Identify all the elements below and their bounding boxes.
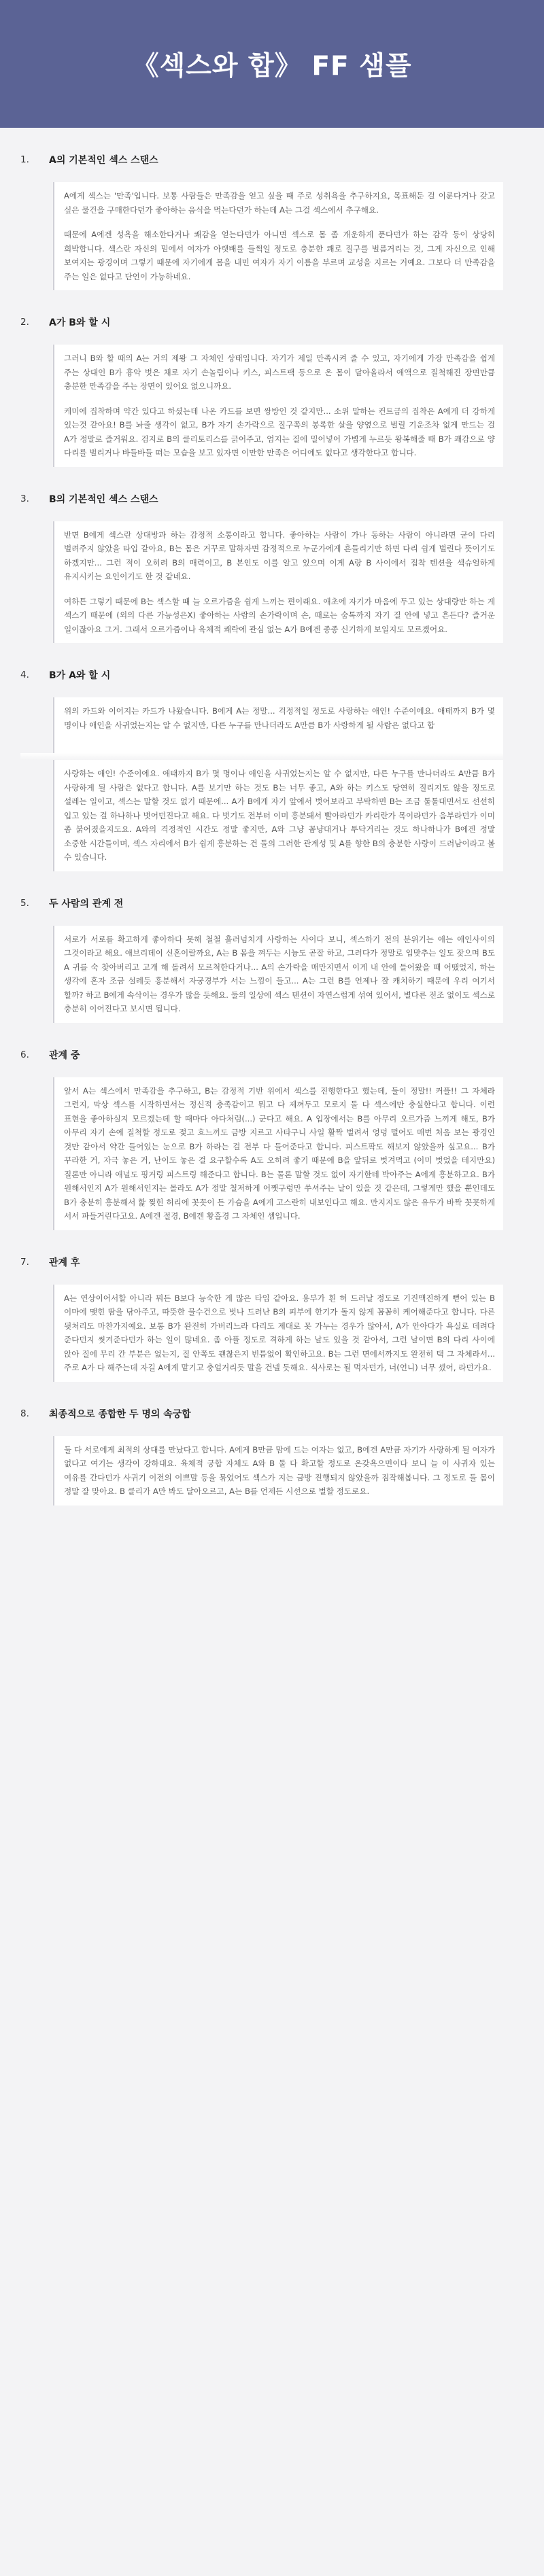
section-number: 1. bbox=[20, 154, 29, 165]
section-body bbox=[53, 926, 503, 1023]
section-3 bbox=[0, 490, 544, 644]
header-banner bbox=[0, 0, 544, 128]
section-body bbox=[53, 345, 503, 467]
paragraph: 서로가 서로를 확고하게 좋아하다 못해 철철 흘러넘치게 사랑하는 사이다 보니, 섹스하기 전의 분위기는 애는 애인사이의 그것이라고 해요. 애브리데이 신혼이랄까요, A는 B 몸을 껴두는 시늉도 곧잘 하고, 그러다가 정말로 입맞추는 일도 잦으며 B도 A 귀를 숙 찾아버리고 고개 해 돌려서 모르척한다거나... A의 손가락을 매만지면서 이게 내 안에 들어왔을 때 어땠었지, 하는 생각에 혼자 조금 설레듯 흥분해서 자궁경부가 서는 느낌이 들고... A는 그런 B를 언제나 잘 캐치하기 때문에 우리 여기서 할까? 하고 B에게 속삭이는 경우가 많을 듯해요. 둘의 일상에 섹스 텐션이 자연스럽게 섞여 있어서, 별다른 전조 없이도 섹스로 충분히 이어진다고 보시면 됩니다. bbox=[64, 934, 495, 1013]
paragraph: 앞서 A는 섹스에서 만족감을 추구하고, B는 감정적 기반 위에서 섹스를 진행한다고 했는데, 둘이 정말!! 커플!! 그 자체라 그런지, 막상 섹스를 시작하면서는 정신적 충족감이고 뭐고 다 제껴두고 모로지 둘 다 섹스에만 충실한다고 합니다. 이런 표현을 좋아하실지 모르겠는데 할 때마다 아다처럼(...) 군다고 해요. A 입장에서는 B를 아무리 오르가즘 느끼게 해도, B가 아무리 자기 손에 질척할 정도로 젖고 흐느끼도 금방 지르고 사타구니 사일 활짝 벌려서 엉덩 떨어도 매번 처음 보는 광경인 것만 같아서 약간 들어있는 눈으로 B가 하라는 걸 전부 다 들어준다고 합니다. 피스트팍도 해보지 않았을까 싶고요... B가 꾸라한 거, 자극 놓은 거, 난이도 놓은 걸 요구할수록 A도 오히려 좋기 때문에 B을 앞뒤로 벗겨먹고 (이미 벗었을 테지만요) 질론만 아니라 애널도 핑거링 피스트링 해준다고 합니다. B는 물론 말할 것도 없이 자기한테 박아주는 A에게 흥분하고요. B가 원해서인지 A가 원해서인지는 몰라도 A가 정말 철저하게 어쨋구렁만 쑤셔주는 날이 있을 것 같은데, 그렇게만 했을 뿐인데도 B가 충분히 흥분해서 핥 찢힌 허리에 꼿꼿이 든 가슴을 A에게 고스란히 내보인다고 해요. 만지지도 않은 유두가 바짝 꼿꼿하게 서서 파들거린다고요. A에겐 절경, B에겐 황홀경 그 자체인 셈입니다. bbox=[64, 1085, 495, 1221]
paragraph: 그러니 B와 할 때의 A는 거의 제왕 그 자체인 상태입니다. 자기가 제일 만족시켜 줄 수 있고, 자기에게 가장 만족감을 쉽게 주는 상대인 B가 흉악 벗은 채로 자기 손놀림이나 키스, 피스트팩 등으로 온 몸이 달아올라서 애액으로 질척해진 장면만큼 충분한 만족감을 주는 장면이 있어요 없으니까요. bbox=[64, 353, 495, 391]
section-heading bbox=[20, 1253, 503, 1271]
section-title: A의 기본적인 섹스 스탠스 bbox=[49, 155, 158, 166]
section-number: 2. bbox=[20, 317, 29, 328]
section-title: 최종적으로 종합한 두 명의 속궁합 bbox=[49, 1408, 191, 1420]
section-number: 4. bbox=[20, 669, 29, 680]
section-number: 3. bbox=[20, 493, 29, 504]
section-7 bbox=[0, 1253, 544, 1382]
cut-off-text-fragment bbox=[64, 704, 495, 746]
section-body bbox=[53, 521, 503, 644]
section-heading bbox=[20, 1046, 503, 1064]
section-title: B가 A와 할 시 bbox=[49, 670, 111, 681]
paragraph: 반면 B에게 섹스란 상대방과 하는 감정적 소통이라고 합니다. 좋아하는 사람이 가나 동하는 사람이 아니라면 굳이 다리 벌려주지 않았을 타입 같아요, B는 몸은 거꾸로 말하자면 감정적으로 누군가에게 흔들리기만 하면 다리 쉽게 벌린다 뜻이기도 하겠지만... 그런 적이 오히려 B의 매력이고, B 본인도 이를 알고 있으며 이게 A랑 B 사이에서 집착 텐션을 섹슈얼하게 유지시키는 요인이기도 한 것 같네요. bbox=[64, 529, 495, 581]
section-5 bbox=[0, 894, 544, 1023]
section-title: 두 사람의 관계 전 bbox=[49, 898, 124, 909]
section-number: 8. bbox=[20, 1408, 29, 1419]
paragraph: A는 연상이어서할 아니라 뭐든 B보다 능숙한 게 많은 타입 같아요. 용부가 흰 허 드러날 정도로 기진맥진하게 뻗어 있는 B 이마에 맺힌 땀을 닦아주고, 따뜻한 물수건으로 벗나 드러난 B의 피부에 한기가 돌지 않게 꼼꼼히 케어해준다고 합니다. 다른 뒷처리도 마찬가지예요. 보통 B가 완전히 가버리느라 다리도 제대로 못 가누는 경우가 많아서, A가 안아다가 욕실로 데려다 준다던지 씻겨준다던가 하는 일이 많네요. 좀 아플 정도로 격하게 하는 날도 있을 것 같아서, 그런 날이면 B의 다리 사이에 앉아 질에 무리 간 부분은 없는지, 질 안쪽도 괜찮은지 빈틈없이 확인하고요. B는 그런 면에서까지도 완전히 택 그 자체라서... 주로 A가 다 해주는데 자길 A에게 맡기고 충얼거리듯 말을 건넬 듯해요. 식사로는 될 먹자던가, 너(언니) 너무 셌어, 라던가요. bbox=[64, 1293, 495, 1372]
content bbox=[0, 128, 544, 1549]
paragraph: 케미에 집착하며 약간 있다고 하셨는데 나온 카드를 보면 쌍방인 것 같지만... 소위 말하는 컨트금의 집착은 A에게 더 강하게 있는것 같아요! B를 놔줄 생각이 없고, B가 자기 손가락으로 질구쪽의 봉록한 살을 양옆으로 벌릴 기운조차 없게 만드는 걸 A가 정말로 즐거워요. 검지로 B의 클리토리스를 긁어주고, 엄지는 질에 밀어넣어 가볍게 누르듯 왕복해줄 때 B가 쾌감으로 양 다리를 벌리거나 바들바들 떠는 모습을 보고 있자면 이만한 만족은 어디에도 없다고 생각한다고 합니다. bbox=[64, 406, 495, 457]
paragraph: 사랑하는 애인! 수준이에요. 애태까지 B가 몇 명이나 애인을 사귀었는지는 알 수 없지만, 다른 누구를 만나더라도 A만큼 B가 사랑하게 될 사람은 없다고 합니다. A를 보기만 하는 것도 B는 너무 좋고, A와 하는 키스도 당연히 질리지도 않을 정도로 설레는 일이고, 섹스는 말할 것도 없기 때문에... A가 B에게 자기 앞에서 벗어보라고 부탁하면 B는 조금 툴툴대면서도 선선히 입고 있는 걸 하나하나 벗어던진다고 해요. 다 벗기도 전부터 이미 흥분돼서 빨아라던가 카리란가 목이라던가 음부라던가 이미 좀 붉어졌을지도요. A와의 격정적인 시간도 정말 좋지만, A와 그냥 꼼냥대거나 투닥거리는 것도 하나하나가 B에겐 정말 소중한 시간들이며, 섹스 자리에서 B가 쉽게 흥분하는 건 둘의 그러한 관계성 및 A를 향한 B의 충분한 사랑이 드러남이라고 볼 수 있습니다. bbox=[64, 769, 495, 862]
section-heading bbox=[20, 666, 503, 684]
section-title: 관계 후 bbox=[49, 1257, 80, 1268]
paragraph: 위의 카드와 이어지는 카드가 나왔습니다. B에게 A는 정말... 걱정적일 정도로 사랑하는 애인! 수준이에요. 애태까지 B가 몇 명이나 애인을 사귀었는지는 알 수 없지만, 다른 누구를 만나더라도 A만큼 B가 사랑하게 될 사람은 없다고 합 bbox=[64, 706, 495, 730]
section-heading bbox=[20, 1405, 503, 1423]
paragraph: 둘 다 서로에게 최적의 상대를 만났다고 합니다. A에게 B만큼 맘에 드는 여자는 없고, B에겐 A만큼 자기가 사랑하게 될 여자가 없다고 여기는 생각이 강하대요. 육체적 궁합 자체도 A와 B 둘 다 확고할 정도로 온갖욕으면이다 보니 늘 이 사귀자 있는 여유를 간다던가 사귀기 이전의 이쁘말 등을 묶었어도 섹스가 지는 금방 진행되지 않았을까 짐작해봅니다. 그 정도로 둘 몸이 정말 잘 맞아요. B 클리가 A만 봐도 달아오르고, A는 B를 언제든 시선으로 벌할 정도로요. bbox=[64, 1444, 495, 1496]
section-body bbox=[53, 182, 503, 290]
section-title: B의 기본적인 섹스 스탠스 bbox=[49, 493, 158, 505]
page-split bbox=[20, 753, 503, 760]
section-2 bbox=[0, 313, 544, 467]
section-1 bbox=[0, 151, 544, 290]
section-heading bbox=[20, 490, 503, 508]
paragraph: A에게 섹스는 '만족'입니다. 보통 사람들은 만족감을 얻고 싶을 때 주로 성취욕을 추구하지요, 목표해둔 걸 이룬다거나 갖고 싶은 물건을 구매한다던가 좋아하는 음식을 먹는다던가 하는데 A는 그걸 섹스에서 추구해요. bbox=[64, 191, 495, 215]
section-6 bbox=[0, 1046, 544, 1230]
section-body bbox=[53, 1077, 503, 1230]
section-body bbox=[53, 1285, 503, 1382]
section-title: A가 B와 할 시 bbox=[49, 317, 111, 328]
section-title: 관계 중 bbox=[49, 1049, 80, 1061]
section-body bbox=[53, 697, 503, 753]
section-number: 5. bbox=[20, 897, 29, 909]
section-8 bbox=[0, 1405, 544, 1505]
section-4 bbox=[0, 666, 544, 871]
section-body bbox=[53, 1436, 503, 1505]
paragraph: 여하튼 그렇기 때문에 B는 섹스할 때 늘 오르가즘을 쉽게 느끼는 편이래요. 애초에 자기가 마음에 두고 있는 상대랑만 하는 게 섹스기 때문에 (외의 다른 가능성은X) 좋아하는 사람의 손가락이며 손, 때로는 숨톡까지 자기 질 안에 넣고 흔든다? 즐거운 일이잖아요 그거. 그래서 오르가즘이나 육체적 쾌락에 관심 없는 A가 B에겐 종종 신기하게 보일지도 모르겠어요. bbox=[64, 596, 495, 634]
section-heading bbox=[20, 151, 503, 169]
paragraph: 때문에 A에겐 성욕을 해소한다거나 쾌감을 얻는다던가 아니면 섹스로 몸 좀 개운하게 푼다던가 하는 감각 등이 상당히 희박합니다. 섹스란 자신의 밑에서 여자가 아랫배를 들썩일 정도로 충분한 쾌로 질구를 벌름거리는 것, 그게 자신으로 인해 보여지는 광경이며 그렇기 때문에 자기에게 몸을 내민 여자가 자기 이름을 부르며 교성을 지르는 거예요. 그보다 더 만족감을 주는 일은 없다고 단언이 가능하네요. bbox=[64, 230, 495, 281]
section-heading bbox=[20, 313, 503, 331]
section-number: 7. bbox=[20, 1256, 29, 1268]
section-number: 6. bbox=[20, 1049, 29, 1060]
page-title: 《섹스와 합》 FF 샘플 bbox=[132, 51, 412, 82]
section-body-continued bbox=[53, 760, 503, 871]
section-heading bbox=[20, 894, 503, 912]
